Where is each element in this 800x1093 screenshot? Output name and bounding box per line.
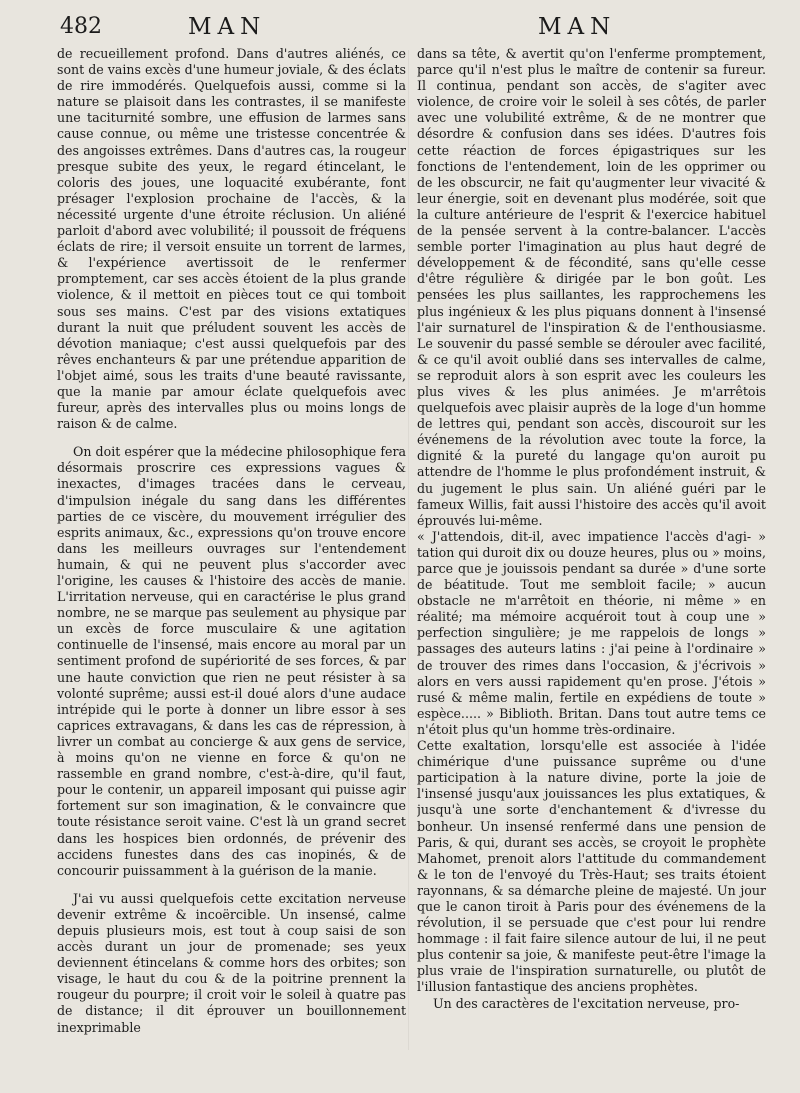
paragraph: dans sa tête, & avertit qu'on l'enferme promptement, parce qu'il n'est plus le maître de contenir sa fureur. Il continua, pendant son accès, de s'agiter avec violence, de croire voir le soleil à ses côtés, de parler avec une volubilité extrême, & de ne montrer que désordre & confusion dans ses idées. D'autres fois cette réaction de forces épigastriques sur les fonctions de l'entendement, loin de les opprimer ou de les obscurcir, ne fait qu'augmenter leur vivacité & leur énergie, soit en devenant plus modérée, soit que la culture antérieure de l'esprit & l'exercice habituel de la pensée servent à la contre-balancer. L'accès semble porter l'imagination au plus haut degré de développement & de fécondité, sans qu'elle cesse d'être régulière & dirigée par le bon goût. Les pensées les plus saillantes, les rapprochemens les plus ingénieux & les plus piquans donnent à l'insensé l'air surnaturel de l'inspiration & de l'enthousiasme. Le souvenir du passé semble se dérouler avec facilité, & ce qu'il avoit oublié dans ses intervalles de calme, se reproduit alors à son esprit avec les couleurs les plus vives & les plus animées. Je m'arrêtois quelquefois avec plaisir auprès de la loge d'un homme de lettres qui, pendant son accès, discouroit sur les événemens de la révolution avec toute la force, la dignité & la pureté du langage qu'on auroit pu attendre de l'homme le plus profondément instruit, & du jugement le plus sain. Un aliéné guéri par le fameux Willis, fait aussi l'histoire des accès qu'il avoit éprouvés lui-même. bbox=[417, 46, 766, 528]
paragraph: Cette exaltation, lorsqu'elle est associée à l'idée chimérique d'une puissance suprême ou d'une participation à la nature divine, porte la joie de l'insensé jusqu'aux jouissances les plus extatiques, & jusqu'à une sorte d'enchantement & d'ivresse du bonheur. Un insensé renfermé dans une pension de Paris, & qui, durant ses accès, se croyoit le prophète Mahomet, prenoit alors l'attitude du commandement & le ton de l'envoyé du Très-Haut; ses traits étoient rayonnans, & sa démarche pleine de majesté. Un jour que le canon tiroit à Paris pour des événemens de la révolution, il se persuade que c'est pour lui rendre hommage : il fait faire silence autour de lui, il ne peut plus contenir sa joie, & manifeste peut-être l'image la plus vraie de l'inspiration surnaturelle, ou plutôt de l'illusion fantastique des anciens prophètes. bbox=[417, 738, 766, 995]
paragraph: On doit espérer que la médecine philosophique fera désormais proscrire ces expressions vagues & inexactes, d'images tracées dans le cerveau, d'impulsion inégale du sang dans les différentes parties de ce viscère, du mouvement irrégulier des esprits animaux, &c., expressions qu'on trouve encore dans les meilleurs ouvrages sur l'entendement humain, & qui ne peuvent plus s'accorder avec l'origine, les causes & l'histoire des accès de manie. L'irritation nerveuse, qui en caractérise le plus grand nombre, ne se marque pas seulement au physique par un excès de force musculaire & une agitation continuelle de l'insensé, mais encore au moral par un sentiment profond de supériorité de ses forces, & par une haute conviction que rien ne peut résister à sa volonté suprême; aussi est-il doué alors d'une audace intrépide qui le porte à donner un libre essor à ses caprices extravagans, & dans les cas de répression, à livrer un combat au concierge & aux gens de service, à moins qu'on ne vienne en force & qu'on ne rassemble en grand nombre, c'est-à-dire, qu'il faut, pour le contenir, un appareil imposant qui puisse agir fortement sur son imagination, & le convaincre que toute résistance seroit vaine. C'est là un grand secret dans les hospices bien ordonnés, de prévenir des accidens funestes dans des cas inopinés, & de concourir puissamment à la guérison de la manie. bbox=[57, 444, 406, 878]
right-column bbox=[417, 46, 766, 1058]
quotation: « J'attendois, dit-il, avec impatience l'accès d'agi- » tation qui duroit dix ou douze heures, plus ou » moins, parce que je jouissois pendant sa durée » d'une sorte de béatitude. Tout me sembloit facile; » aucun obstacle ne m'arrêtoit en théorie, ni même » en réalité; ma mémoire acquéroit tout à coup une » perfection singulière; je me rappelois de longs » passages des auteurs latins : j'ai peine à l'ordinaire » de trouver des rimes dans l'occasion, & j'écrivois » alors en vers aussi rapidement qu'en prose. J'étois » rusé & même malin, fertile en expédiens de toute » espèce..... » Biblioth. Britan. Dans tout autre tems ce n'étoit plus qu'un homme très-ordinaire. bbox=[417, 528, 766, 737]
paragraph: J'ai vu aussi quelquefois cette excitation nerveuse devenir extrême & incoërcible. Un insensé, calme depuis plusieurs mois, est tout à coup saisi de son accès durant un jour de promenade; ses yeux deviennent étincelans & comme hors des orbites; son visage, le haut du cou & de la poitrine prennent la rougeur du pourpre; il croit voir le soleil à quatre pas de distance; il dit éprouver un bouillonnement inexprimable bbox=[57, 890, 406, 1035]
running-head-left: MAN bbox=[188, 14, 267, 40]
column-gutter bbox=[408, 50, 409, 1050]
left-column bbox=[57, 46, 406, 1058]
paragraph: Un des caractères de l'excitation nerveuse, pro- bbox=[433, 995, 740, 1011]
running-head-right: MAN bbox=[538, 14, 617, 40]
paragraph: de recueillement profond. Dans d'autres aliénés, ce sont de vains excès d'une humeur joviale, & des éclats de rire immodérés. Quelquefois aussi, comme si la nature se plaisoit dans les contrastes, il se manifeste une taciturnité sombre, une effusion de larmes sans cause connue, ou même une tristesse concentrée & des angoisses extrêmes. Dans d'autres cas, la rougeur presque subite des yeux, le regard étincelant, le coloris des joues, une loquacité exubérante, font présager l'explosion prochaine de l'accès, & la nécessité urgente d'une étroite réclusion. Un aliéné parloit d'abord avec volubilité; il poussoit de fréquens éclats de rire; il versoit ensuite un torrent de larmes, & l'expérience avertissoit de le renfermer promptement, car ses accès étoient de la plus grande violence, & il mettoit en pièces tout ce qui tomboit sous ses mains. C'est par des visions extatiques durant la nuit que préludent souvent les accès de dévotion maniaque; c'est aussi quelquefois par des rêves enchanteurs & par une prétendue apparition de l'objet aimé, sous les traits d'une beauté ravissante, que la manie par amour éclate quelquefois avec fureur, après des intervalles plus ou moins longs de raison & de calme. bbox=[57, 46, 406, 432]
page-number: 482 bbox=[60, 14, 102, 39]
